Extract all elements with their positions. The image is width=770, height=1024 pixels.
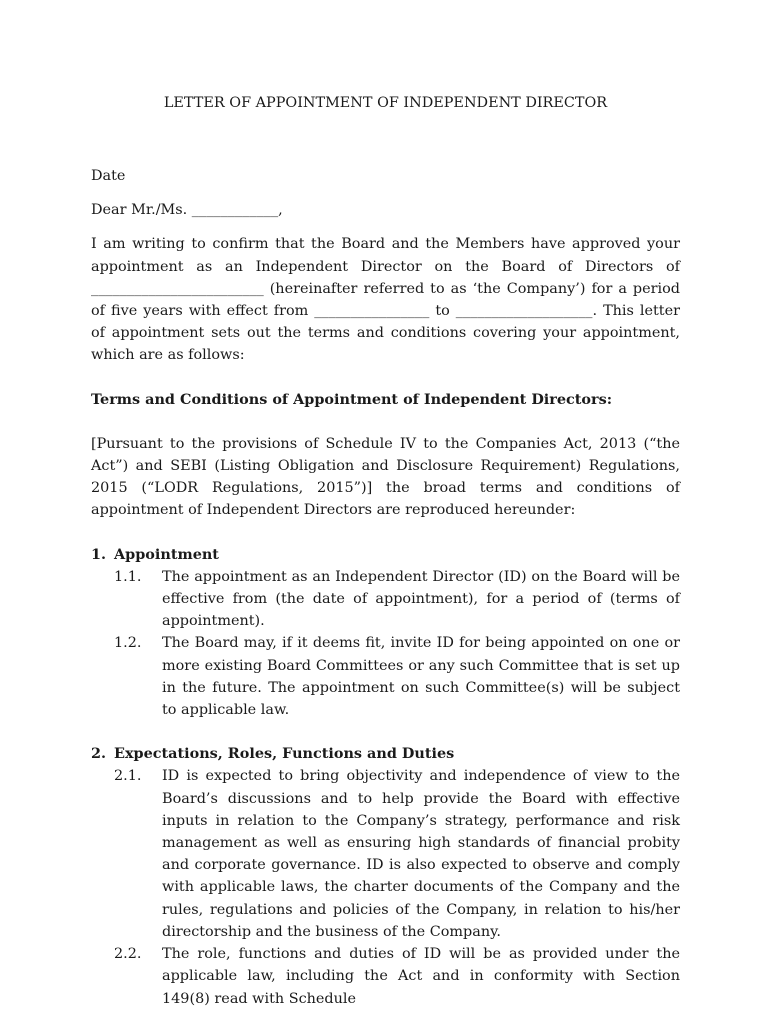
section-heading [91, 544, 680, 566]
section-title: Expectations, Roles, Functions and Duties [114, 745, 455, 763]
section-heading [91, 743, 680, 765]
salutation: Dear Mr./Ms. ____________, [91, 202, 283, 219]
date-label: Date [91, 168, 126, 184]
section-2 [91, 743, 680, 1009]
section-number: 2. [91, 745, 107, 763]
clause [91, 632, 680, 721]
document-title: LETTER OF APPOINTMENT OF INDEPENDENT DIRECTOR [163, 95, 608, 111]
clause [91, 566, 680, 633]
clause-number: 1.2. [114, 635, 142, 652]
intro-paragraph: I am writing to confirm that the Board and the Members have approved your appointment as an Independent Director on the Board of Directors of ________________________ (hereinafter referred to as ‘the Company’) for a period of five years with effect from ________________ to ___________________. This letter of appointment sets out the terms and conditions covering your appointment, which are as follows: [91, 236, 680, 364]
clause [91, 765, 680, 943]
clause-text: The appointment as an Independent Director (ID) on the Board will be effective from (the date of appointment), for a period of (terms of appointment). [162, 568, 680, 630]
clause-text: The role, functions and duties of ID will be as provided under the applicable law, including the Act and in conformity with Section 149(8) read with Schedule [162, 946, 680, 1007]
clause-number: 2.2. [114, 946, 142, 963]
preamble-paragraph: [Pursuant to the provisions of Schedule IV to the Companies Act, 2013 (“the Act”) and SEBI (Listing Obligation and Disclosure Requirement) Regulations, 2015 (“LODR Regulations, 2015”)] the broad terms and conditions of appointment of Independent Directors are reproduced hereunder: [91, 435, 680, 519]
terms-heading: Terms and Conditions of Appointment of Independent Directors: [91, 390, 613, 408]
clause-number: 2.1. [114, 768, 142, 785]
clause-text: The Board may, if it deems fit, invite ID for being appointed on one or more existing Board Committees or any such Committee that is set up in the future. The appointment on such Committee(s) will be subject to applicable law. [162, 635, 680, 719]
section-1 [91, 544, 680, 722]
section-number: 1. [91, 545, 107, 563]
clause-number: 1.1. [114, 568, 142, 585]
section-title: Appointment [114, 545, 219, 563]
clause [91, 943, 680, 1010]
clause-text: ID is expected to bring objectivity and independence of view to the Board’s discussions and to help provide the Board with effective inputs in relation to the Company’s strategy, performance and risk management as well as ensuring high standards of financial probity and corporate governance. ID is also expected to observe and comply with applicable laws, the charter documents of the Company and the rules, regulations and policies of the Company, in relation to his/her directorship and the business of the Company. [162, 768, 680, 940]
